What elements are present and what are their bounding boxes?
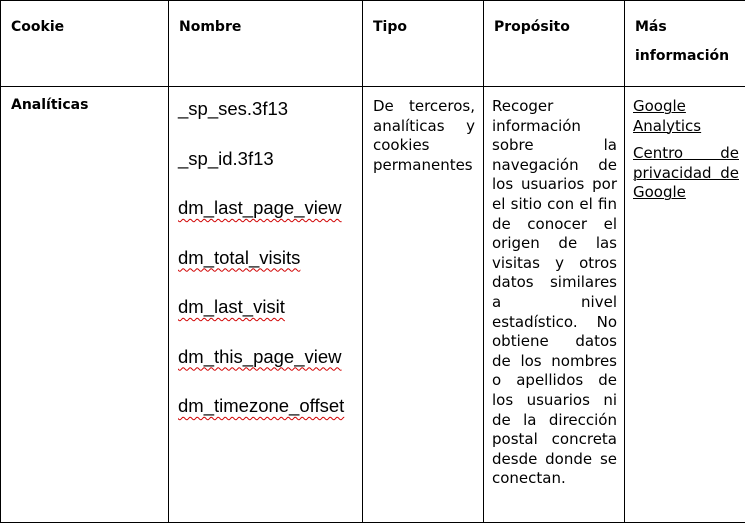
header-proposito: Propósito [484, 1, 625, 87]
cookie-name: dm_last_page_view [178, 196, 358, 220]
header-cookie: Cookie [1, 1, 169, 87]
header-nombre: Nombre [169, 1, 363, 87]
cookie-name: dm_last_visit [178, 295, 358, 319]
more-info-cell [625, 87, 745, 523]
cookie-name: _sp_id.3f13 [178, 147, 358, 171]
cookie-category: Analíticas [1, 87, 169, 523]
cookie-type: De terceros, analíticas y cookies permanentes [373, 97, 475, 175]
cookie-name: dm_total_visits [178, 246, 358, 270]
cookie-name: _sp_ses.3f13 [178, 97, 358, 121]
cookie-purpose-cell [484, 87, 625, 523]
google-privacy-center-link[interactable]: Centro de privacidad de Google [633, 144, 739, 203]
cookie-purpose: Recoger información sobre la navegación de los usuarios por el sitio con el fin de conocer el origen de las visitas y otros datos similares a nivel estadístico. No obtiene datos de los nombres o apellidos de los usuarios ni de la dirección postal concreta desde donde se conectan. [492, 97, 617, 489]
header-row [1, 1, 745, 87]
header-tipo: Tipo [363, 1, 484, 87]
cookie-type-cell [363, 87, 484, 523]
cookie-names-cell [169, 87, 363, 523]
google-analytics-link[interactable]: Google Analytics [633, 97, 739, 136]
cookie-name: dm_this_page_view [178, 345, 358, 369]
cookie-name: dm_timezone_offset [178, 394, 358, 418]
table-row [1, 87, 745, 523]
header-mas-informacion: Más información [625, 1, 745, 87]
